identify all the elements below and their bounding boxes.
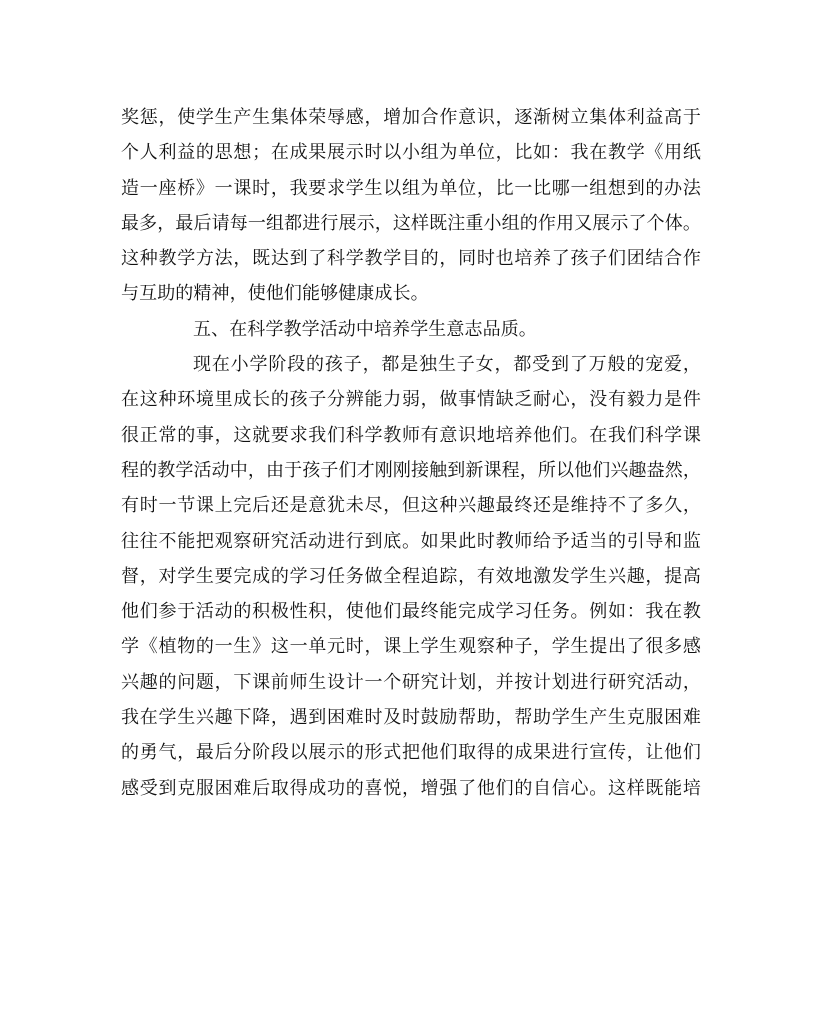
paragraph-line: 很正常的事，这就要求我们科学教师有意识地培养他们。在我们科学课 — [121, 424, 701, 446]
paragraph-line: 学《植物的一生》这一单元时，课上学生观察种子，学生提出了很多感 — [121, 636, 701, 658]
document-body — [121, 100, 701, 806]
paragraph-line: 兴趣的问题，下课前师生设计一个研究计划，并按计划进行研究活动， — [121, 671, 701, 693]
paragraph-line: 往往不能把观察研究活动进行到底。如果此时教师给予适当的引导和监 — [121, 530, 701, 552]
paragraph-line: 造一座桥》一课时，我要求学生以组为单位，比一比哪一组想到的办法 — [121, 177, 701, 199]
paragraph-line: 有时一节课上完后还是意犹未尽，但这种兴趣最终还是维持不了多久， — [121, 495, 701, 517]
paragraph-line: 现在小学阶段的孩子，都是独生子女，都受到了万般的宠爱， — [193, 354, 701, 376]
section-heading: 五、在科学教学活动中培养学生意志品质。 — [193, 318, 537, 340]
paragraph-line: 最多，最后请每一组都进行展示，这样既注重小组的作用又展示了个体。 — [121, 212, 701, 234]
paragraph-line: 的勇气，最后分阶段以展示的形式把他们取得的成果进行宣传，让他们 — [121, 742, 701, 764]
paragraph-line: 感受到克服困难后取得成功的喜悦，增强了他们的自信心。这样既能培 — [121, 777, 701, 799]
paragraph-line: 他们参于活动的积极性积，使他们最终能完成学习任务。例如：我在教 — [121, 601, 701, 623]
paragraph-line: 程的教学活动中，由于孩子们才刚刚接触到新课程，所以他们兴趣盎然， — [121, 459, 701, 481]
paragraph-line: 与互助的精神，使他们能够健康成长。 — [121, 283, 429, 305]
paragraph-line: 在这种环境里成长的孩子分辨能力弱，做事情缺乏耐心，没有毅力是件 — [121, 389, 701, 411]
paragraph-line: 督，对学生要完成的学习任务做全程追踪，有效地激发学生兴趣，提高 — [121, 565, 701, 587]
paragraph-line: 个人利益的思想；在成果展示时以小组为单位，比如：我在教学《用纸 — [121, 142, 701, 164]
paragraph-line: 奖惩，使学生产生集体荣辱感，增加合作意识，逐渐树立集体利益高于 — [121, 107, 701, 128]
paragraph-line: 我在学生兴趣下降，遇到困难时及时鼓励帮助，帮助学生产生克服困难 — [121, 707, 701, 729]
paragraph-line: 这种教学方法，既达到了科学教学目的，同时也培养了孩子们团结合作 — [121, 248, 701, 270]
